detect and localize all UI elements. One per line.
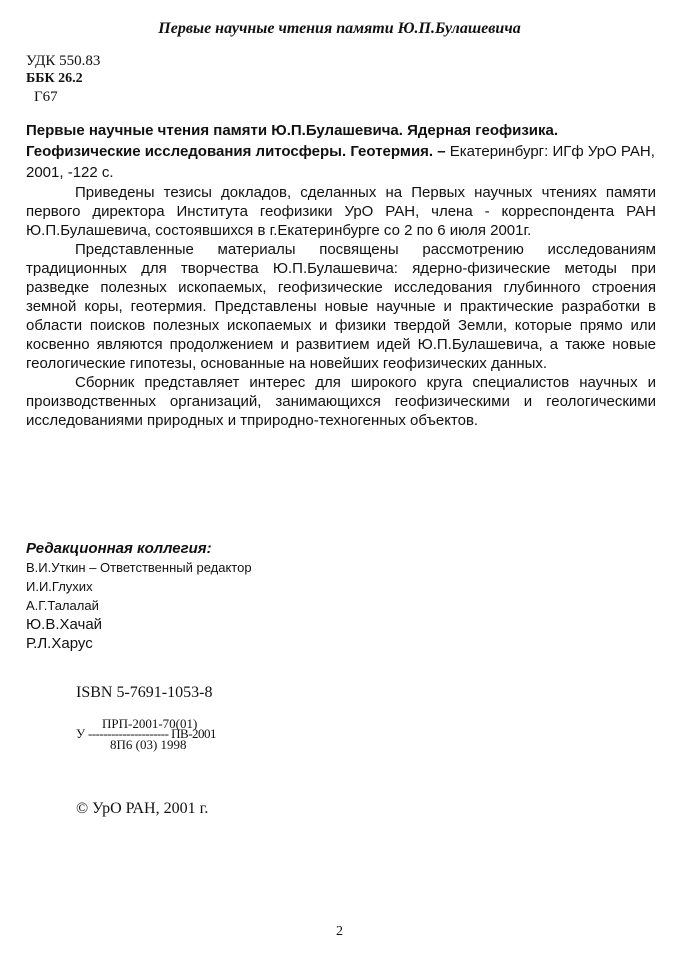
board-member: В.И.Уткин – Ответственный редактор [26,560,252,575]
board-member: Р.Л.Харус [26,635,93,652]
bibliographic-record [26,120,656,183]
bbk-code: ББК 26.2 [26,71,83,86]
abstract [26,183,656,430]
abstract-paragraph: Сборник представляет интерес для широкого круга специалистов научных и производственных организаций, занимающихся геофизическими и геологическими исследованиями природных и тприродно-техногенных объектов. [26,374,656,429]
board-member: Ю.В.Хачай [26,616,103,633]
code-prefix: У [76,726,86,741]
page-number: 2 [336,924,343,939]
code-denominator: 8П6 (03) 1998 [110,737,187,752]
isbn: ISBN 5-7691-1053-8 [76,684,213,701]
running-header: Первые научные чтения памяти Ю.П.Булашевича [158,20,521,37]
code-numerator: ПРП-2001-70(01) [102,716,198,731]
biblio-title: Первые научные чтения памяти Ю.П.Булашевича. Ядерная геофизика. Геофизические исследования литосферы. Геотермия. – [26,122,559,160]
code-dashes: --------------------- [88,726,169,741]
abstract-paragraph: Приведены тезисы докладов, сделанных на Первых научных чтениях памяти первого директора Института геофизики УрО РАН, члена - корреспондента РАН Ю.П.Булашевича, состоявшихся в г.Екатеринбурге со 2 по 6 июля 2001г. [26,184,656,239]
abstract-paragraph: Представленные материалы посвящены рассмотрению исследованиям традиционных для творчества Ю.П.Булашевича: ядерно-физические методы при разведке полезных ископаемых, геофизические исследования глубинного строения земной коры, геотермия. Представлены новые научные и практические разработки в области поисков полезных ископаемых и физики твердой Земли, которые прямо или косвенно являются продолжением и развитием идей Ю.П.Булашевича, а также новые геологические гипотезы, основанные на новейших геофизических данных. [26,241,656,372]
copyright: © УрО РАН, 2001 г. [76,800,209,817]
editorial-board-list [26,558,252,653]
board-member: А.Г.Талалай [26,598,99,613]
editorial-board-title: Редакционная коллегия: [26,540,212,557]
udk-code: УДК 550.83 [26,53,101,69]
classification-block [26,52,100,106]
code-suffix: ПВ-2001 [171,726,217,741]
author-mark: Г67 [34,89,58,105]
board-member: И.И.Глухих [26,579,93,594]
biblio-imprint: Екатеринбург: ИГф УрО РАН, 2001, -122 с. [26,143,655,181]
